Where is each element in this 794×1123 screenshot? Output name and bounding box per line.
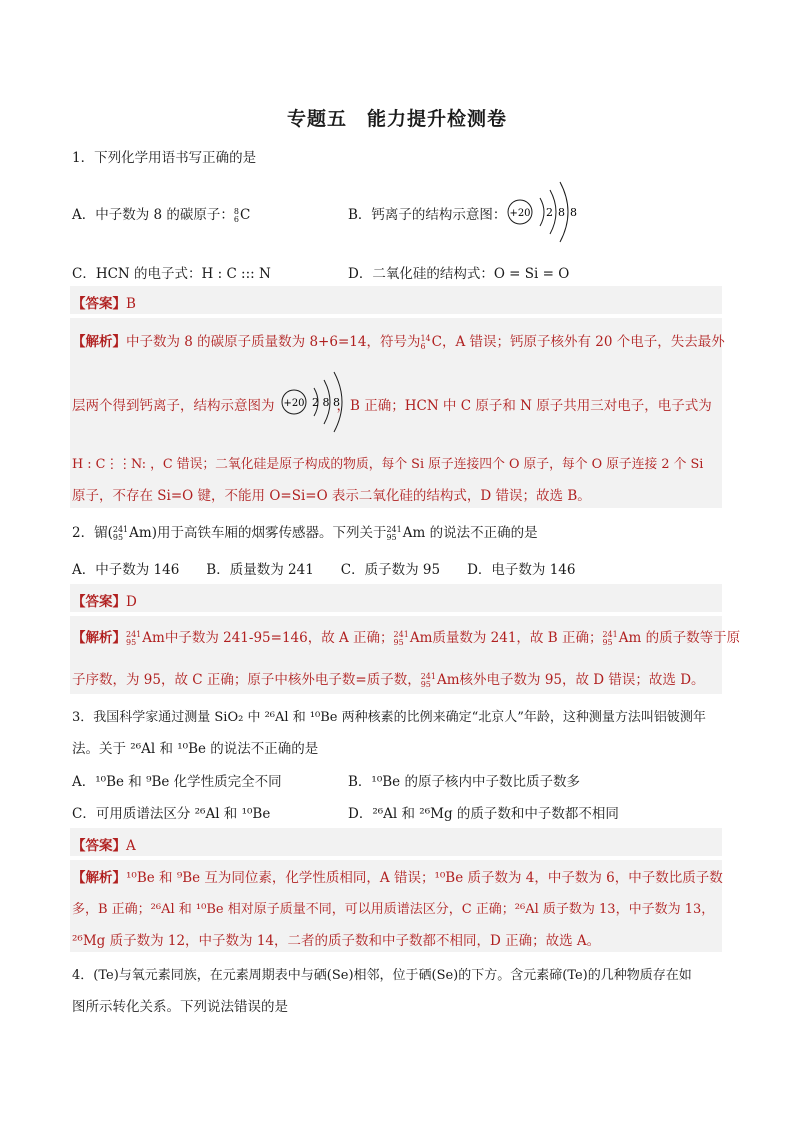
q3-option-b: B．¹⁰Be 的原子核内中子数比质子数多 bbox=[348, 774, 580, 790]
q1-option-a-isotope-numbers bbox=[234, 208, 239, 224]
page-title: 专题五 能力提升检测卷 bbox=[286, 108, 507, 130]
q1-analysis-atomic: 6 bbox=[420, 341, 426, 351]
q1-option-d: D．二氧化硅的结构式：O = Si = O bbox=[348, 266, 570, 282]
q3-answer bbox=[72, 834, 136, 854]
q1-answer-value: B bbox=[126, 296, 136, 312]
calcium-shell-3: 8 bbox=[570, 206, 577, 219]
q2-a-atomic-2: 95 bbox=[393, 637, 404, 647]
q2-answer-value: D bbox=[126, 594, 137, 610]
q2-a-mass-4: 241 bbox=[420, 671, 436, 681]
q1-option-b bbox=[348, 203, 506, 223]
q1-analysis-isotope bbox=[420, 335, 430, 351]
q1-option-a-mass: 8 bbox=[233, 206, 240, 216]
q2-answer-tag: 【答案】 bbox=[72, 594, 126, 610]
q1-option-b-text: B．钙离子的结构示意图： bbox=[348, 207, 507, 223]
q1-option-c: C．HCN 的电子式：H : C ::: N bbox=[72, 266, 271, 282]
q2-answer-band bbox=[70, 584, 722, 612]
q2-analysis-iso-2 bbox=[394, 631, 409, 647]
q2-a-atomic-3: 95 bbox=[602, 637, 613, 647]
q1-analysis-text-1: 中子数为 8 的碳原子质量数为 8+6=14，符号为 bbox=[126, 334, 421, 350]
q2-stem-a: 2．镅( bbox=[72, 525, 113, 541]
q3-option-d: D．²⁶Al 和 ²⁶Mg 的质子数和中子数都不相同 bbox=[348, 806, 619, 822]
q2-analysis-text-1c: Am 的质子数等于原 bbox=[618, 630, 741, 646]
q2-atomic-2: 95 bbox=[386, 532, 397, 542]
q2-analysis-iso-4 bbox=[421, 673, 436, 689]
q3-answer-band bbox=[70, 828, 722, 856]
q1-analysis-mass: 14 bbox=[420, 333, 431, 343]
q1-analysis-line-3: H : C⋮⋮N: ，C 错误；二氧化硅是原子构成的物质，每个 Si 原子连接四个 O 原子，每个 O 原子连接 2 个 Si bbox=[72, 457, 704, 472]
q3-analysis-line-3: ²⁶Mg 质子数为 12，中子数为 14，二者的质子数和中子数都不相同，D 正确；故选 A。 bbox=[72, 933, 601, 949]
q1-analysis-line-2 bbox=[72, 394, 712, 414]
q2-options: A．中子数为 146 B．质量数为 241 C．质子数为 95 D．电子数为 146 bbox=[72, 562, 576, 578]
q3-stem-line-1: 3．我国科学家通过测量 SiO₂ 中 ²⁶Al 和 ¹⁰Be 两种核素的比例来确定“北京人”年龄，这种测量方法叫铝铍测年 bbox=[72, 710, 706, 725]
q1-analysis-tag: 【解析】 bbox=[72, 334, 126, 350]
q1-analysis-text-2b: ，B 正确；HCN 中 C 原子和 N 原子共用三对电子，电子式为 bbox=[336, 398, 712, 414]
q3-answer-value: A bbox=[126, 838, 136, 854]
calcium-shell-2: 8 bbox=[558, 206, 565, 219]
q2-mass-1: 241 bbox=[112, 524, 129, 534]
q2-analysis-iso-1 bbox=[126, 631, 141, 647]
q2-answer bbox=[72, 590, 137, 610]
q1-analysis-text-2a: 层两个得到钙离子，结构示意图为 bbox=[72, 398, 275, 414]
q1-analysis-line-4: 原子，不存在 Si=O 键，不能用 O=Si=O 表示二氧化硅的结构式，D 错误；故选 B。 bbox=[72, 488, 591, 504]
q3-analysis-text-1: ¹⁰Be 和 ⁹Be 互为同位素，化学性质相同，A 错误；¹⁰Be 质子数为 4，中子数为 6，中子数比质子数 bbox=[126, 870, 723, 886]
calcium-ion-diagram-analysis bbox=[280, 366, 354, 436]
calcium-ion-diagram bbox=[506, 176, 586, 248]
calcium-shell-1: 2 bbox=[546, 206, 553, 219]
q3-option-c: C．可用质谱法区分 ²⁶Al 和 ¹⁰Be bbox=[72, 806, 271, 822]
analysis-nucleus-label: +20 bbox=[283, 398, 305, 409]
q2-analysis-text-2b: Am核外电子数为 95，故 D 错误；故选 D。 bbox=[436, 672, 705, 688]
q2-a-atomic-4: 95 bbox=[420, 679, 431, 689]
q3-answer-tag: 【答案】 bbox=[72, 838, 126, 854]
q2-stem-isotope-2 bbox=[386, 526, 401, 542]
q2-stem-b: Am)用于高铁车厢的烟雾传感器。下列关于 bbox=[129, 525, 387, 541]
q2-atomic-1: 95 bbox=[112, 532, 124, 542]
q4-stem-line-1: 4．(Te)与氧元素同族，在元素周期表中与硒(Se)相邻，位于硒(Se)的下方。含元素碲(Te)的几种物质存在如 bbox=[72, 968, 692, 983]
q1-answer-band bbox=[70, 286, 722, 314]
q2-stem-c: Am 的说法不正确的是 bbox=[402, 525, 538, 541]
q2-a-atomic-1: 95 bbox=[126, 637, 137, 647]
q3-stem-line-2: 法。关于 ²⁶Al 和 ¹⁰Be 的说法不正确的是 bbox=[72, 741, 319, 757]
q2-analysis-line-1 bbox=[72, 626, 740, 647]
q1-option-a-atomic: 6 bbox=[233, 214, 240, 224]
q1-stem: 1．下列化学用语书写正确的是 bbox=[72, 150, 257, 166]
q3-analysis-tag: 【解析】 bbox=[72, 870, 126, 886]
q2-analysis-text-1b: Am质量数为 241，故 B 正确； bbox=[409, 630, 603, 646]
analysis-shells: 2 8 8 bbox=[312, 396, 340, 409]
q2-stem bbox=[72, 521, 538, 542]
q3-option-a: A．¹⁰Be 和 ⁹Be 化学性质完全不同 bbox=[72, 774, 282, 790]
q2-a-mass-1: 241 bbox=[126, 629, 142, 639]
q1-answer bbox=[72, 292, 136, 312]
q2-analysis-text-2a: 子序数，为 95，故 C 正确；原子中核外电子数=质子数， bbox=[72, 672, 421, 688]
q2-analysis-iso-3 bbox=[602, 631, 617, 647]
q2-a-mass-3: 241 bbox=[602, 629, 618, 639]
q3-analysis-line-2: 多，B 正确；²⁶Al 和 ¹⁰Be 相对原子质量不同，可以用质谱法区分，C 正确；²⁶Al 质子数为 13，中子数为 13， bbox=[72, 902, 715, 917]
q2-analysis-tag: 【解析】 bbox=[72, 630, 126, 646]
q1-option-a-text: A．中子数为 8 的碳原子： bbox=[72, 207, 234, 223]
q4-stem-line-2: 图所示转化关系。下列说法错误的是 bbox=[72, 999, 288, 1015]
q1-answer-tag: 【答案】 bbox=[72, 296, 126, 312]
q2-mass-2: 241 bbox=[386, 524, 402, 534]
q1-analysis-text-1b: C，A 错误；钙原子核外有 20 个电子，失去最外 bbox=[431, 334, 725, 350]
q2-a-mass-2: 241 bbox=[393, 629, 409, 639]
q1-option-a bbox=[72, 203, 250, 224]
q2-analysis-line-2 bbox=[72, 668, 705, 689]
q1-option-a-symbol: C bbox=[240, 207, 251, 223]
calcium-nucleus-label: +20 bbox=[509, 208, 531, 219]
q2-stem-isotope-1 bbox=[113, 526, 128, 542]
q2-analysis-text-1a: Am中子数为 241-95=146，故 A 正确； bbox=[142, 630, 394, 646]
q3-analysis-line-1 bbox=[72, 866, 723, 886]
q1-analysis-line-1 bbox=[72, 330, 725, 351]
